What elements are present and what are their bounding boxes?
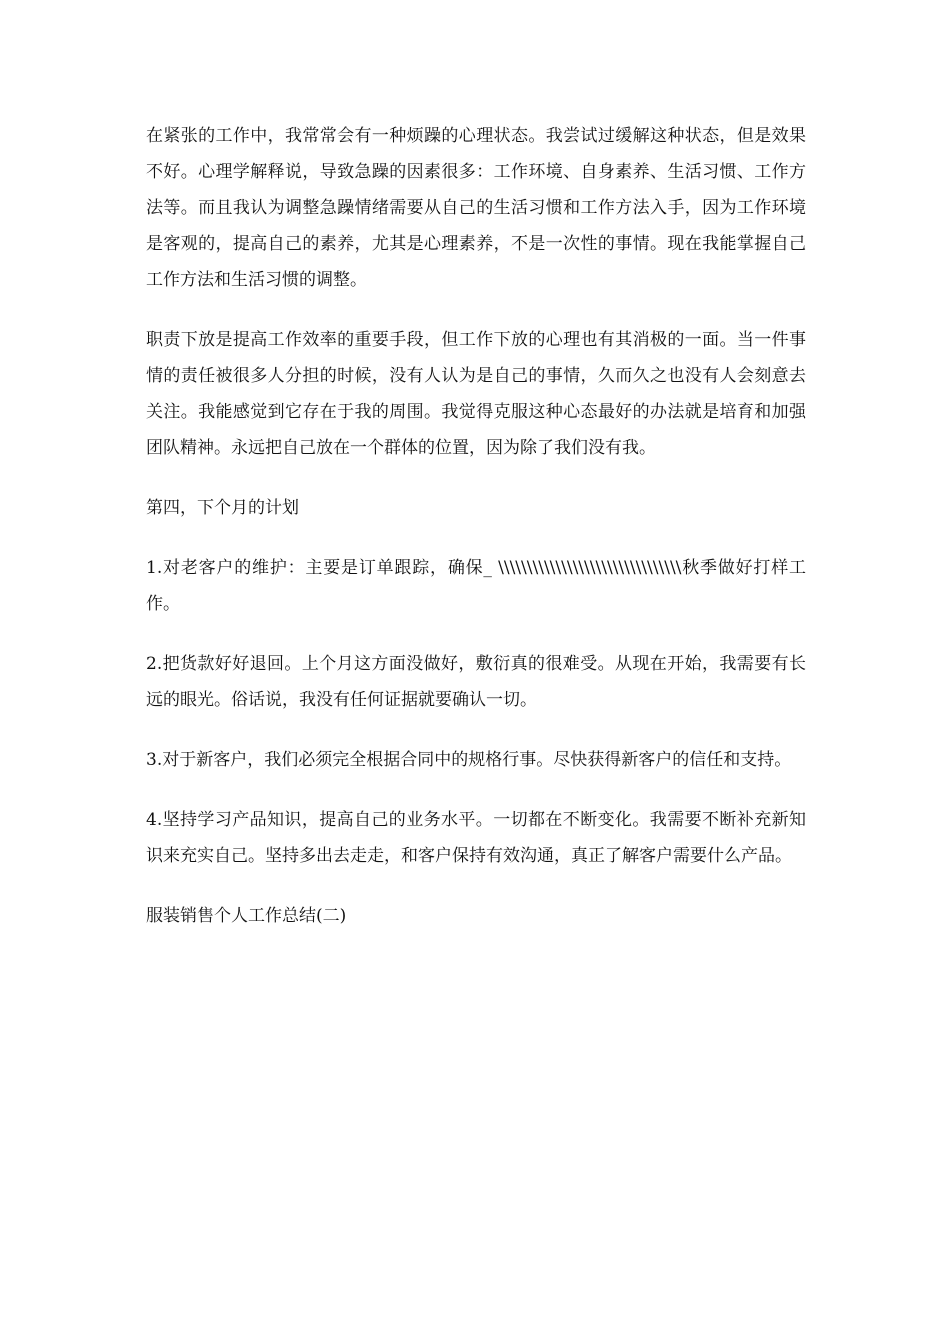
section-heading-next-month-plan: 第四，下个月的计划 (146, 498, 299, 518)
paragraph-emotion-management: 在紧张的工作中，我常常会有一种烦躁的心理状态。我尝试过缓解这种状态，但是效果不好。心理学解释说，导致急躁的因素很多：工作环境、自身素养、生活习惯、工作方法等。而且我认为调整急躁情绪需要从自己的生活习惯和工作方法入手，因为工作环境是客观的，提高自己的素养，尤其是心理素养，不是一次性的事情。现在我能掌握自己工作方法和生活习惯的调整。 (146, 126, 806, 290)
plan-item-3: 3.对于新客户，我们必须完全根据合同中的规格行事。尽快获得新客户的信任和支持。 (146, 750, 792, 770)
plan-item-4: 4.坚持学习产品知识，提高自己的业务水平。一切都在不断变化。我需要不断补充新知识来充实自己。坚持多出去走走，和客户保持有效沟通，真正了解客户需要什么产品。 (146, 810, 806, 866)
document-body (146, 118, 806, 958)
section-title-summary-2: 服装销售个人工作总结(二) (146, 906, 347, 926)
plan-item-1: 1.对老客户的维护：主要是订单跟踪，确保_ \\\\\\\\\\\\\\\\\\\\\\\\\\\\\\\\秋季做好打样工作。 (146, 558, 806, 614)
paragraph-responsibility-delegation: 职责下放是提高工作效率的重要手段，但工作下放的心理也有其消极的一面。当一件事情的责任被很多人分担的时候，没有人认为是自己的事情，久而久之也没有人会刻意去关注。我能感觉到它存在于我的周围。我觉得克服这种心态最好的办法就是培育和加强团队精神。永远把自己放在一个群体的位置，因为除了我们没有我。 (146, 330, 806, 458)
plan-item-2: 2.把货款好好退回。上个月这方面没做好，敷衍真的很难受。从现在开始，我需要有长远的眼光。俗话说，我没有任何证据就要确认一切。 (146, 654, 806, 710)
